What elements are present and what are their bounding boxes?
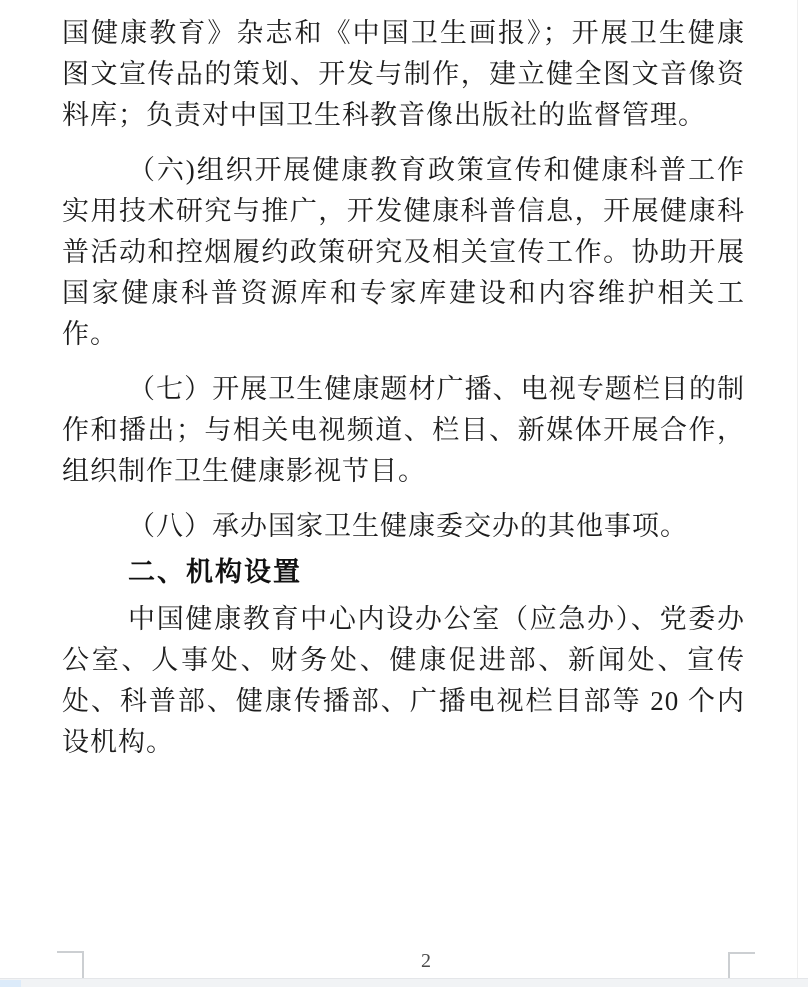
section-heading: 二、机构设置 [128,557,302,588]
body-paragraph-item-6: （六)组织开展健康教育政策宣传和健康科普工作实用技术研究与推广，开发健康科普信息，开展健康科普活动和控烟履约政策研究及相关宣传工作。协助开展国家健康科普资源库和专家库建设和内容维护相关工作。 [62,155,745,349]
body-paragraph-item-8: （八）承办国家卫生健康委交办的其他事项。 [128,511,688,541]
scrollbar-thumb[interactable] [0,980,21,987]
body-paragraph-continuation: 国健康教育》杂志和《中国卫生画报》；开展卫生健康图文宣传品的策划、开发与制作，建立健全图文音像资料库；负责对中国卫生科教音像出版社的监督管理。 [62,18,745,130]
body-paragraph-item-7: （七）开展卫生健康题材广播、电视专题栏目的制作和播出；与相关电视频道、栏目、新媒体开展合作，组织制作卫生健康影视节目。 [62,374,745,486]
horizontal-scrollbar[interactable] [0,978,808,987]
page-number: 2 [421,950,431,972]
body-paragraph-org-setup: 中国健康教育中心内设办公室（应急办）、党委办公室、人事处、财务处、健康促进部、新闻处、宣传处、科普部、健康传播部、广播电视栏目部等 20 个内设机构。 [62,604,745,757]
page-right-edge [797,0,798,987]
